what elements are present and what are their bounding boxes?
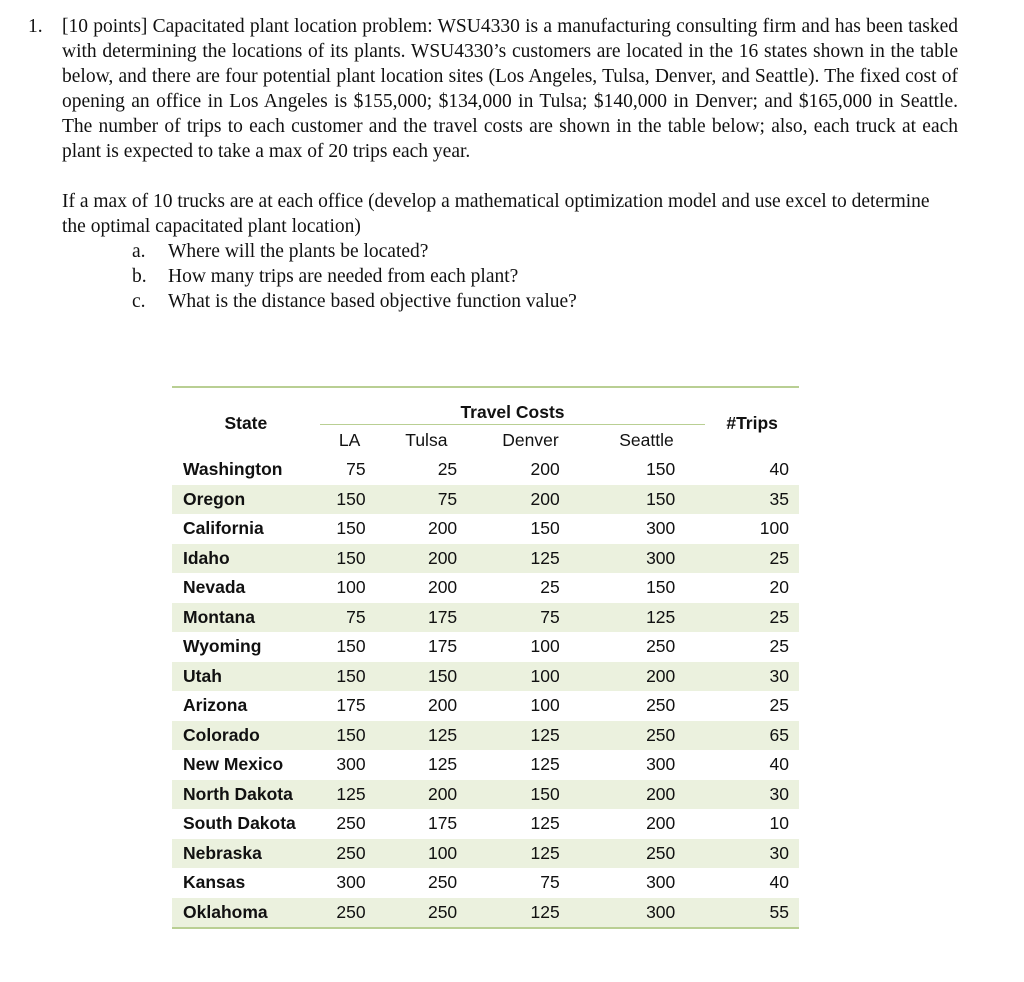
trips-cell: 35 [705,485,799,515]
state-cell: California [183,518,264,539]
seattle-cost-cell: 250 [646,695,676,716]
travel-cost-table-body [172,455,799,928]
denver-cost-cell: 200 [473,485,588,515]
denver-cost-cell: 125 [473,898,588,929]
sub-question [28,289,958,314]
trips-cell: 40 [769,459,789,480]
tulsa-cost-cell: 25 [437,459,458,480]
tulsa-cost-cell: 75 [380,485,474,515]
tulsa-column-header: Tulsa [380,425,474,456]
sub-question [28,264,958,289]
denver-cost-cell: 125 [473,839,588,869]
denver-cost-cell: 125 [473,721,588,751]
seattle-cost-cell: 125 [588,603,706,633]
travel-cost-table-wrapper [172,386,799,929]
denver-cost-cell: 125 [473,544,588,574]
tulsa-cost-cell: 200 [427,695,458,716]
question-document [28,14,958,314]
la-cost-cell: 150 [336,518,366,539]
la-cost-cell: 300 [336,754,366,775]
seattle-cost-cell: 150 [646,459,676,480]
question-instruction: If a max of 10 trucks are at each office (develop a mathematical optimization model and use excel to determine the optimal capacitated plant location) [62,191,930,237]
denver-column-header: Denver [473,425,588,456]
table-row [172,632,799,662]
table-row [172,691,799,721]
seattle-column-header: Seattle [588,425,706,456]
la-cost-cell: 300 [336,872,366,893]
seattle-cost-cell: 300 [646,872,676,893]
state-cell: Oregon [172,485,320,515]
denver-cost-cell: 150 [530,518,560,539]
sub-question-list [28,239,958,314]
la-cost-cell: 150 [336,636,366,657]
seattle-cost-cell: 300 [588,898,706,929]
denver-cost-cell: 125 [530,754,560,775]
seattle-cost-cell: 250 [588,721,706,751]
travel-cost-table [172,386,799,929]
seattle-cost-cell: 300 [646,754,676,775]
sub-question-text: How many trips are needed from each plant? [168,266,519,287]
state-cell: Nebraska [172,839,320,869]
la-cost-cell: 75 [346,459,366,480]
sub-question-letter: b. [132,266,147,287]
table-row [172,544,799,574]
state-cell: Nevada [183,577,246,598]
trips-cell: 10 [769,813,789,834]
denver-cost-cell: 200 [530,459,560,480]
travel-costs-group-header: Travel Costs [460,402,565,422]
la-cost-cell: 150 [320,485,380,515]
sub-question-letter: c. [132,291,146,312]
trips-cell: 30 [705,839,799,869]
table-row [172,514,799,544]
tulsa-cost-cell: 175 [380,603,474,633]
state-cell: Washington [183,459,283,480]
table-row [172,662,799,692]
state-cell: South Dakota [183,813,296,834]
denver-cost-cell: 75 [473,603,588,633]
tulsa-cost-cell: 200 [380,544,474,574]
sub-question [28,239,958,264]
state-cell: New Mexico [183,754,284,775]
denver-cost-cell: 100 [530,695,560,716]
tulsa-cost-cell: 175 [427,636,458,657]
question-intro-text: [10 points] Capacitated plant location problem: WSU4330 is a manufacturing consulting firm and has been tasked with determining the locations of its plants. WSU4330’s customers are located in the 16 states shown in the table below, and there are four potential plant location sites (Los Angeles, Tulsa, Denver, and Seattle). The fixed cost of opening an office in Los Angeles is $155,000; $134,000 in Tulsa; $140,000 in Denver; and $165,000 in Seattle. The number of trips to each customer and the travel costs are shown in the table below; also, each truck at each plant is expected to take a max of 20 trips each year. [62,16,958,162]
table-row [172,573,799,603]
denver-cost-cell: 75 [540,872,560,893]
state-cell: Wyoming [183,636,262,657]
seattle-cost-cell: 200 [646,813,676,834]
seattle-cost-cell: 300 [646,518,676,539]
table-row [172,898,799,929]
table-row [172,809,799,839]
la-cost-cell: 150 [320,721,380,751]
question-intro-paragraph [28,14,958,164]
tulsa-cost-cell: 200 [427,518,458,539]
sub-question-text: Where will the plants be located? [168,241,429,262]
tulsa-cost-cell: 200 [427,577,458,598]
table-row [172,839,799,869]
state-cell: Oklahoma [172,898,320,929]
tulsa-cost-cell: 200 [380,780,474,810]
la-cost-cell: 75 [320,603,380,633]
seattle-cost-cell: 300 [588,544,706,574]
tulsa-cost-cell: 250 [427,872,458,893]
trips-cell: 65 [705,721,799,751]
state-cell: Utah [172,662,320,692]
trips-cell: 25 [705,544,799,574]
la-cost-cell: 250 [320,839,380,869]
table-row [172,603,799,633]
la-column-header: LA [320,425,380,456]
table-row [172,780,799,810]
question-number: 1. [28,16,43,37]
state-cell: Montana [172,603,320,633]
la-cost-cell: 250 [320,898,380,929]
trips-cell: 25 [705,603,799,633]
seattle-cost-cell: 200 [588,662,706,692]
table-row [172,868,799,898]
state-cell: Colorado [172,721,320,751]
trips-cell: 20 [769,577,789,598]
state-cell: Kansas [183,872,246,893]
denver-cost-cell: 100 [473,662,588,692]
la-cost-cell: 250 [336,813,366,834]
trips-cell: 25 [769,636,789,657]
trips-cell: 30 [705,662,799,692]
tulsa-cost-cell: 125 [427,754,458,775]
tulsa-cost-cell: 175 [427,813,458,834]
tulsa-cost-cell: 250 [380,898,474,929]
trips-column-header: #Trips [726,413,778,433]
seattle-cost-cell: 250 [646,636,676,657]
denver-cost-cell: 125 [530,813,560,834]
denver-cost-cell: 100 [530,636,560,657]
la-cost-cell: 100 [336,577,366,598]
la-cost-cell: 125 [320,780,380,810]
la-cost-cell: 175 [336,695,366,716]
seattle-cost-cell: 200 [588,780,706,810]
sub-question-text: What is the distance based objective function value? [168,291,577,312]
trips-cell: 100 [759,518,789,539]
trips-cell: 40 [769,754,789,775]
denver-cost-cell: 150 [473,780,588,810]
tulsa-cost-cell: 150 [380,662,474,692]
state-cell: Idaho [172,544,320,574]
table-row [172,455,799,485]
state-cell: North Dakota [172,780,320,810]
table-row [172,485,799,515]
trips-cell: 55 [705,898,799,929]
table-row [172,750,799,780]
trips-cell: 25 [769,695,789,716]
seattle-cost-cell: 150 [588,485,706,515]
la-cost-cell: 150 [320,544,380,574]
state-column-header: State [224,413,268,433]
table-row [172,721,799,751]
denver-cost-cell: 25 [540,577,560,598]
la-cost-cell: 150 [320,662,380,692]
trips-cell: 30 [705,780,799,810]
tulsa-cost-cell: 125 [380,721,474,751]
seattle-cost-cell: 250 [588,839,706,869]
tulsa-cost-cell: 100 [380,839,474,869]
seattle-cost-cell: 150 [646,577,676,598]
trips-cell: 40 [769,872,789,893]
state-cell: Arizona [183,695,248,716]
sub-question-letter: a. [132,241,146,262]
